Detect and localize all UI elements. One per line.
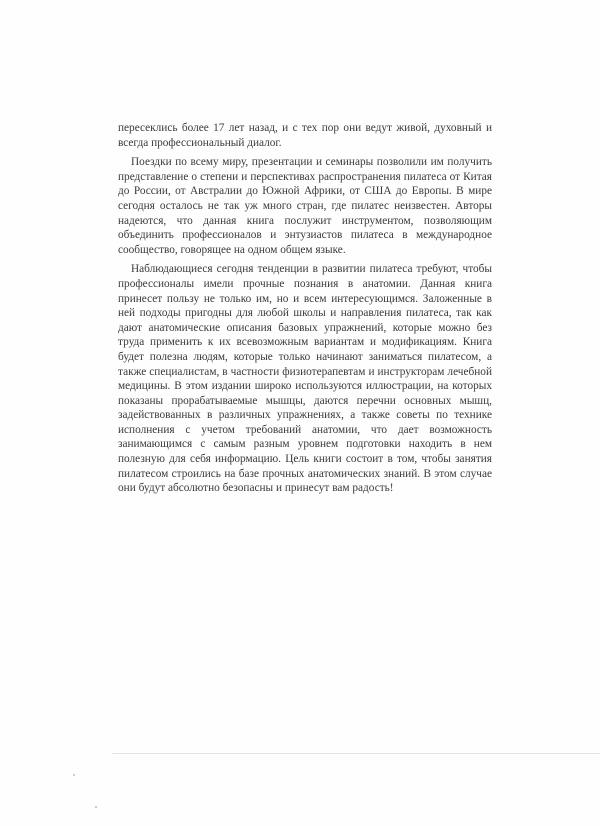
paragraph-1: пересеклись более 17 лет назад, и с тех пор они ведут живой, духовный и всегда профессиональный диалог. <box>118 122 492 149</box>
paragraph-2: Поездки по всему миру, презентации и семинары позволили им получить представление о степени и перспективах распространения пилатеса от Китая до России, от Австралии до Южной Африки, от США до Европы. В мире сегодня осталось не так уж много стран, где пилатес неизвестен. Авторы надеются, что данная книга послужит инструментом, позволяющим объединить профессионалов и энтузиастов пилатеса в международное сообщество, говорящее на одном общем языке. <box>118 156 492 256</box>
paragraph-3: Наблюдающиеся сегодня тенденции в развитии пилатеса требуют, чтобы профессионалы имели прочные познания в анатомии. Данная книга принесет пользу не только им, но и всем интересующимся. Заложенные в ней подходы пригодны для любой школы и направления пилатеса, так как дают анатомические описания базовых упражнений, которые можно без труда применить к их всевозможным вариантам и модификациям. Книга будет полезна людям, которые только начинают заниматься пилатесом, а также специалистам, в частности физиотерапевтам и инструкторам лечебной медицины. В этом издании широко используются иллюстрации, на которых показаны прорабатываемые мышцы, даются перечни основных мышц, задействованных в различных упражнениях, а также советы по технике исполнения с учетом требований анатомии, что дает возможность занимающимся с самым разным уровнем подготовки находить в нем полезную для себя информацию. Цель книги состоит в том, чтобы занятия пилатесом строились на базе прочных анатомических знаний. В этом случае они будут абсолютно безопасны и принесут вам радость! <box>118 263 492 495</box>
bottom-divider <box>112 753 600 754</box>
body-text <box>118 121 492 501</box>
scan-speck <box>95 806 97 808</box>
scan-speck <box>73 774 75 776</box>
